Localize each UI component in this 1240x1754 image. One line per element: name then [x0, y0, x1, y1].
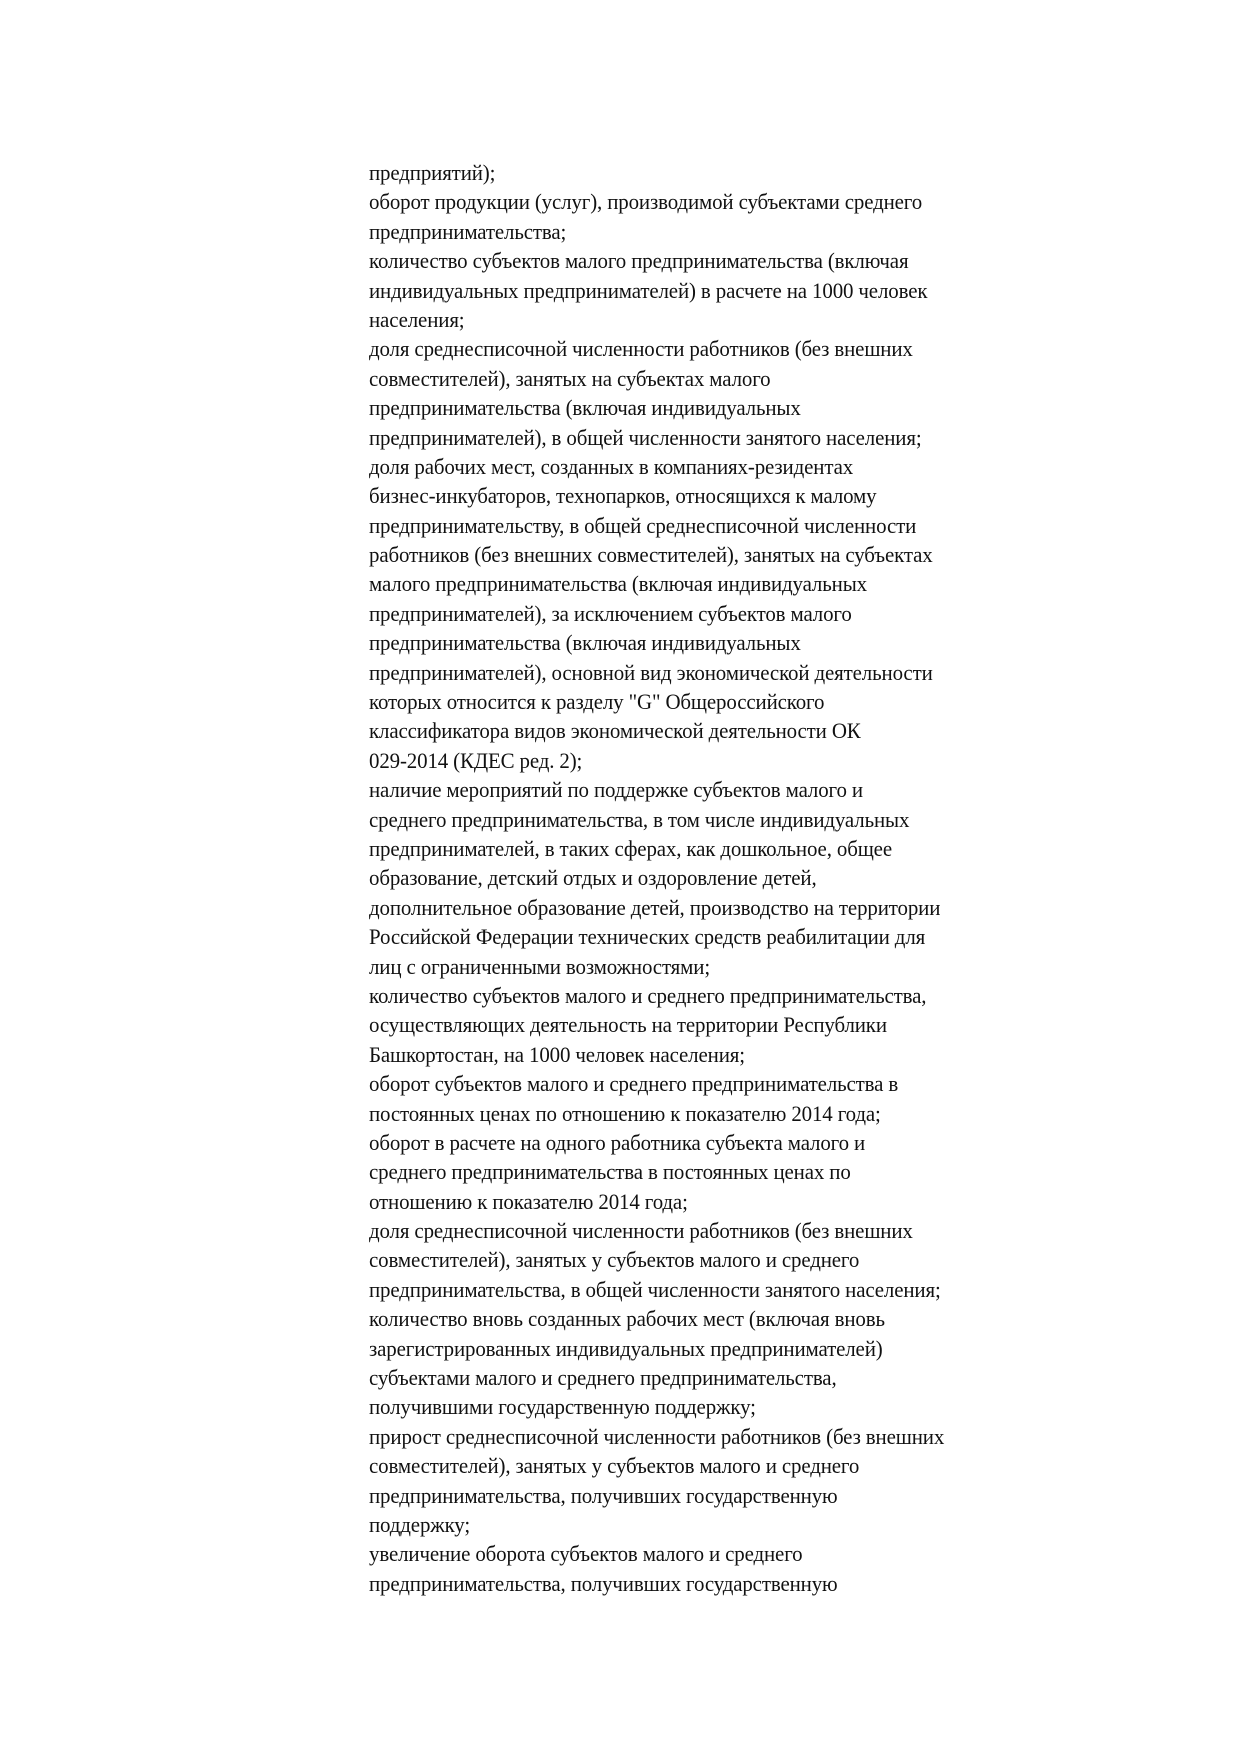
text-line: работников (без внешних совместителей), занятых на субъектах — [369, 542, 933, 568]
text-line: Башкортостан, на 1000 человек населения; — [369, 1041, 745, 1067]
text-line: предпринимателей, в таких сферах, как дошкольное, общее — [369, 835, 892, 861]
text-line: предпринимательства, получивших государственную — [369, 1570, 838, 1596]
text-line: количество вновь созданных рабочих мест (включая вновь — [369, 1306, 885, 1332]
text-line: зарегистрированных индивидуальных предпринимателей) — [369, 1335, 883, 1361]
text-line: совместителей), занятых у субъектов малого и среднего — [369, 1453, 860, 1479]
list-item-new-jobs-created — [369, 1304, 1089, 1422]
text-line: малого предпринимательства (включая индивидуальных — [369, 571, 867, 597]
list-item-turnover-per-employee — [369, 1128, 1089, 1216]
text-line: совместителей), занятых у субъектов малого и среднего — [369, 1247, 860, 1273]
text-line: которых относится к разделу "G" Общероссийского — [369, 689, 825, 715]
text-line: предпринимателей), основной вид экономической деятельности — [369, 659, 933, 685]
list-item-incubator-jobs-share — [369, 452, 1089, 775]
text-line: классификатора видов экономической деятельности ОК — [369, 718, 861, 744]
text-line: предпринимателей), в общей численности занятого населения; — [369, 424, 922, 450]
list-item-turnover-increase — [369, 1539, 1089, 1598]
text-line: предпринимательства, получивших государственную — [369, 1482, 838, 1508]
text-line: постоянных ценах по отношению к показателю 2014 года; — [369, 1100, 881, 1126]
text-line: лиц с ограниченными возможностями; — [369, 953, 711, 979]
text-line: доля среднесписочной численности работников (без внешних — [369, 1218, 913, 1244]
text-line: получившими государственную поддержку; — [369, 1394, 756, 1420]
list-item-social-sphere-support-measures — [369, 775, 1089, 981]
text-line: образование, детский отдых и оздоровление детей, — [369, 865, 817, 891]
text-line: 029-2014 (КДЕС ред. 2); — [369, 747, 583, 773]
text-line: среднего предпринимательства в постоянных ценах по — [369, 1159, 851, 1185]
list-item-medium-business-turnover — [369, 187, 1089, 246]
text-line: индивидуальных предпринимателей) в расчете на 1000 человек — [369, 277, 928, 303]
text-line: предпринимательству, в общей среднесписочной численности — [369, 512, 917, 538]
text-line: дополнительное образование детей, производство на территории — [369, 894, 941, 920]
text-line: оборот в расчете на одного работника субъекта малого и — [369, 1129, 866, 1155]
text-line: населения; — [369, 306, 465, 332]
list-item-sme-count-bashkortostan — [369, 981, 1089, 1069]
text-line: совместителей), занятых на субъектах малого — [369, 365, 771, 391]
text-line: Российской Федерации технических средств реабилитации для — [369, 924, 926, 950]
text-line: прирост среднесписочной численности работников (без внешних — [369, 1423, 945, 1449]
text-line: отношению к показателю 2014 года; — [369, 1188, 688, 1214]
text-line: бизнес-инкубаторов, технопарков, относящихся к малому — [369, 483, 877, 509]
text-line: доля рабочих мест, созданных в компаниях-резидентах — [369, 453, 854, 479]
text-line: среднего предпринимательства, в том числе индивидуальных — [369, 806, 910, 832]
text-line: наличие мероприятий по поддержке субъектов малого и — [369, 777, 863, 803]
text-line: количество субъектов малого предпринимательства (включая — [369, 248, 909, 274]
text-line: предпринимательства, в общей численности занятого населения; — [369, 1276, 941, 1302]
text-line: предпринимательства (включая индивидуальных — [369, 630, 801, 656]
text-line: оборот продукции (услуг), производимой субъектами среднего — [369, 189, 923, 215]
text-line: количество субъектов малого и среднего предпринимательства, — [369, 982, 927, 1008]
text-line: предпринимательства (включая индивидуальных — [369, 395, 801, 421]
list-item-sme-employment-share — [369, 1216, 1089, 1304]
list-item-sme-turnover-constant-prices — [369, 1069, 1089, 1128]
indicator-list — [369, 158, 1089, 1598]
text-line: поддержку; — [369, 1511, 471, 1537]
text-line: субъектами малого и среднего предпринимательства, — [369, 1365, 837, 1391]
list-item-small-business-count-per-1000 — [369, 246, 1089, 334]
text-line: увеличение оборота субъектов малого и среднего — [369, 1541, 803, 1567]
text-line: оборот субъектов малого и среднего предпринимательства в — [369, 1071, 899, 1097]
text-line: предпринимателей), за исключением субъектов малого — [369, 600, 852, 626]
text-line: предпринимательства; — [369, 218, 567, 244]
list-item-small-business-employment-share — [369, 334, 1089, 452]
text-line: осуществляющих деятельность на территории Республики — [369, 1012, 887, 1038]
text-line: предприятий); — [369, 160, 496, 185]
text-line: доля среднесписочной численности работников (без внешних — [369, 336, 913, 362]
list-item-enterprises-tail — [369, 158, 1089, 187]
list-item-headcount-growth — [369, 1422, 1089, 1540]
